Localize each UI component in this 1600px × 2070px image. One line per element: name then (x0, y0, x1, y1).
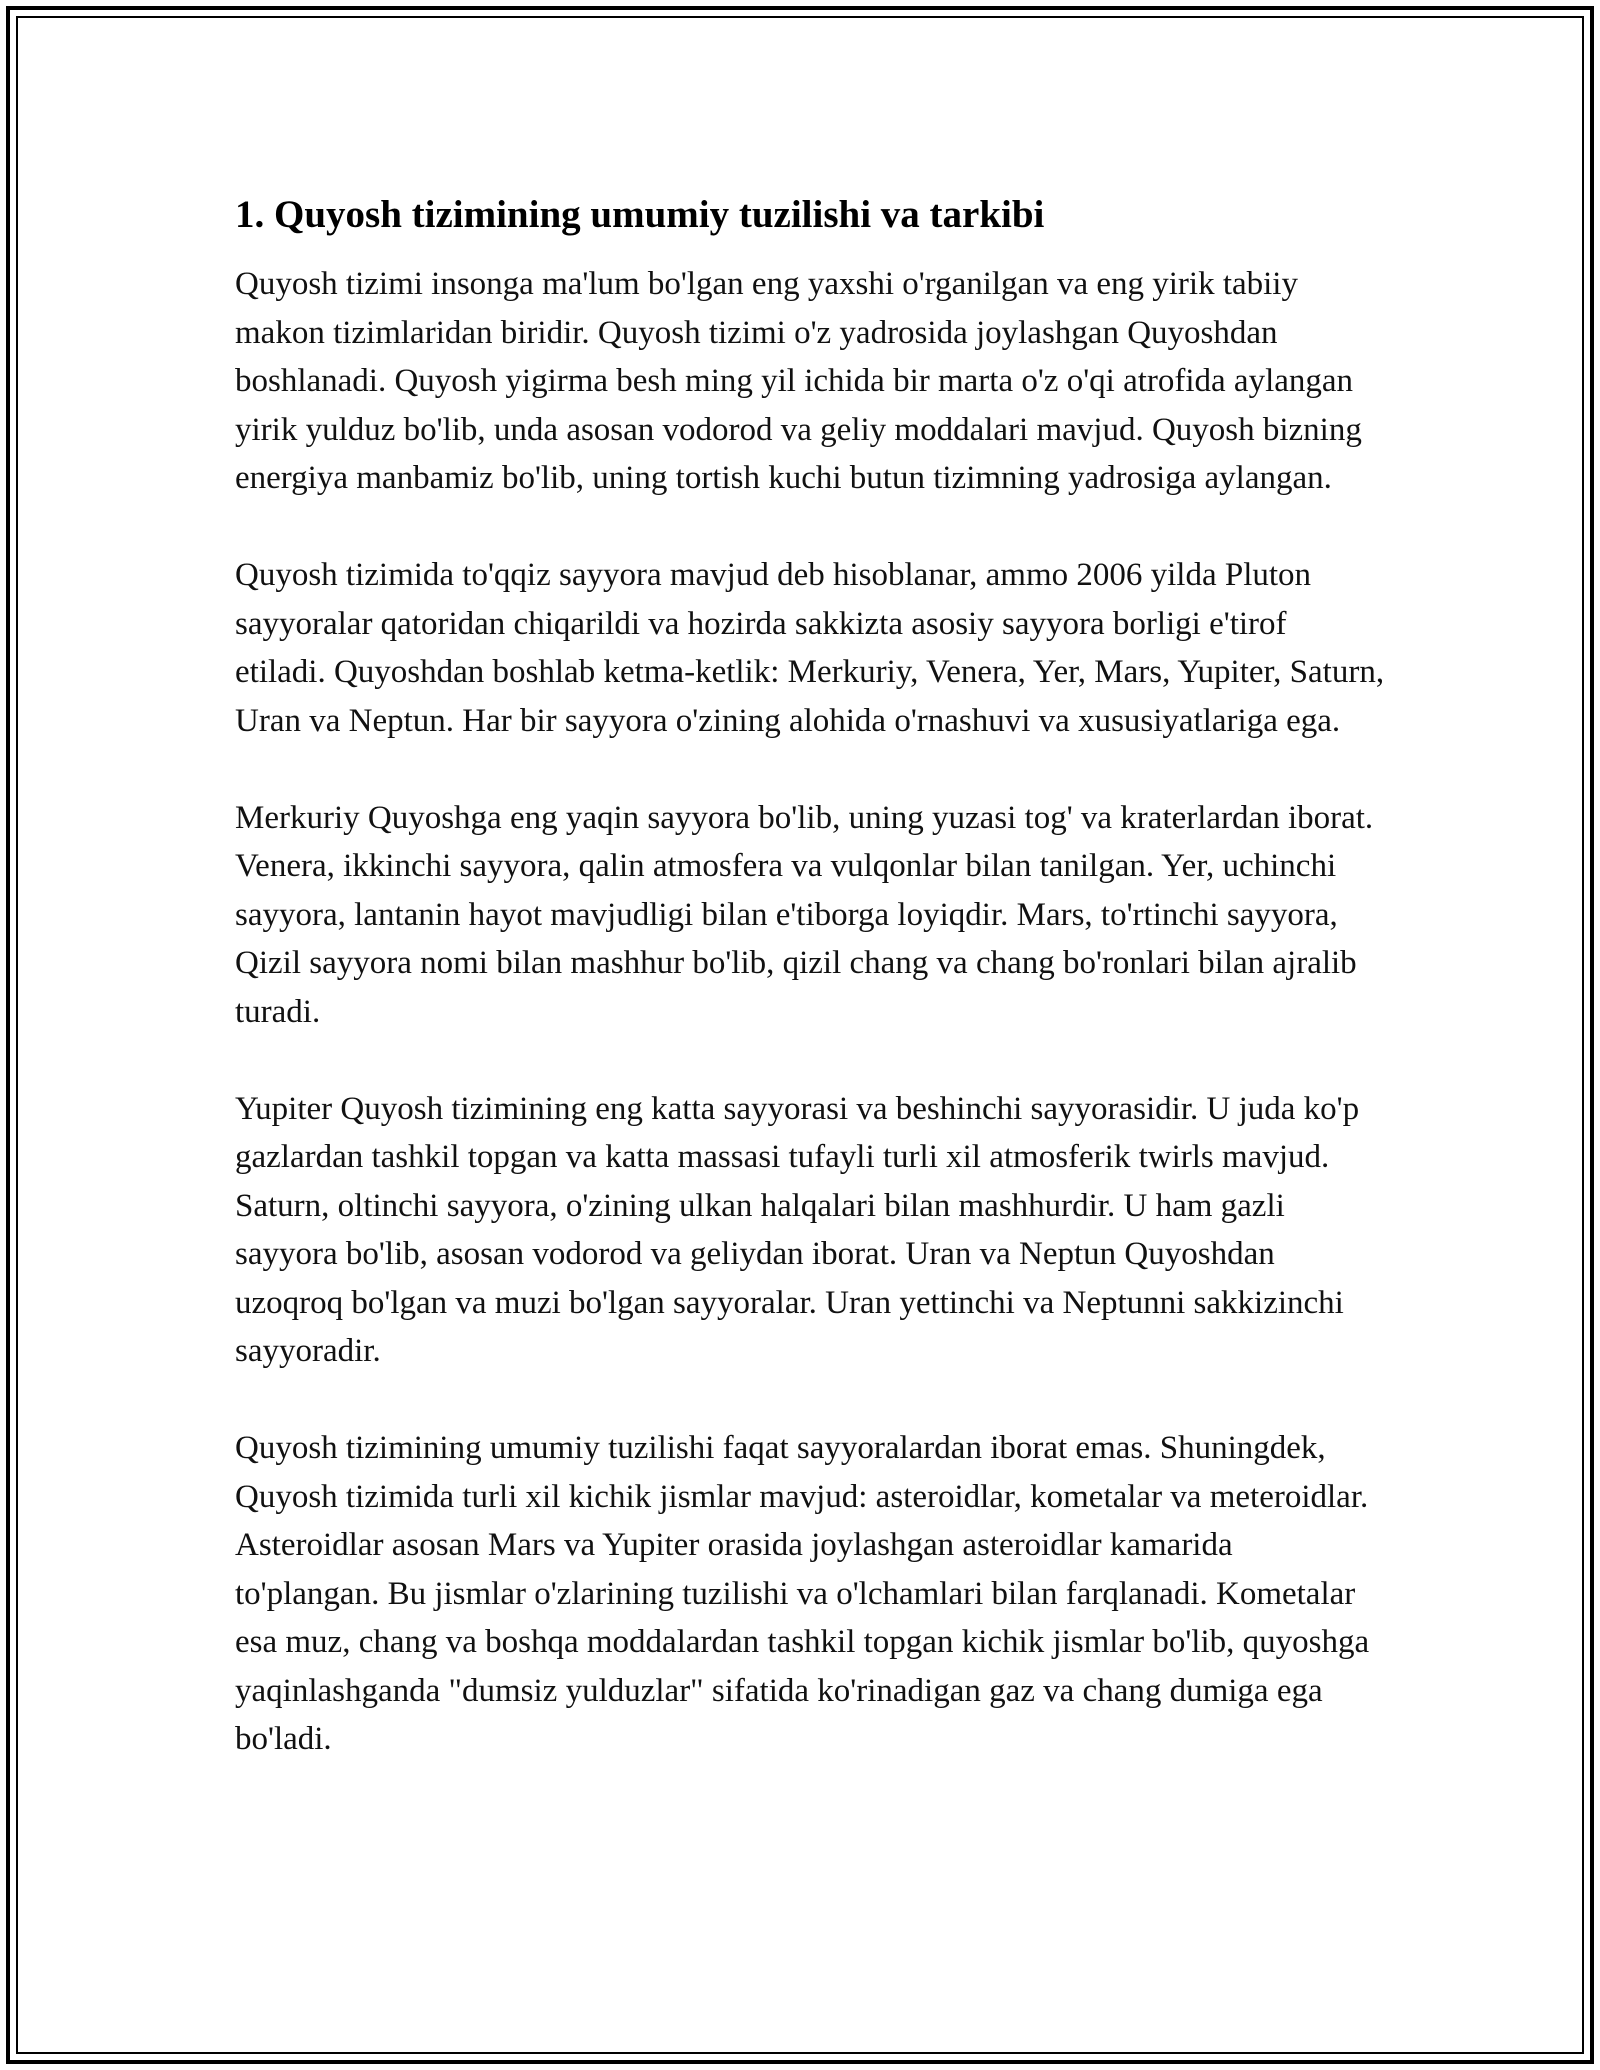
section-heading: 1. Quyosh tizimining umumiy tuzilishi va tarkibi (235, 193, 1045, 236)
paragraph-3: Merkuriy Quyoshga eng yaqin sayyora bo'lib, uning yuzasi tog' va kraterlardan iborat. Venera, ikkinchi sayyora, qalin atmosfera va vulqonlar bilan tanilgan. Yer, uchinchi sayyora, lantanin hayot mavjudligi bilan e'tiborga loyiqdir. Mars, to'rtinchi sayyora, Qizil sayyora nomi bilan mashhur bo'lib, qizil chang va chang bo'ronlari bilan ajralib turadi. (235, 799, 1374, 1030)
paragraph-2: Quyosh tizimida to'qqiz sayyora mavjud deb hisoblanar, ammo 2006 yilda Pluton sayyoralar qatoridan chiqarildi va hozirda sakkizta asosiy sayyora borligi e'tirof etiladi. Quyoshdan boshlab ketma-ketlik: Merkuriy, Venera, Yer, Mars, Yupiter, Saturn, Uran va Neptun. Har bir sayyora o'zining alohida o'rnashuvi va xususiyatlariga ega. (235, 557, 1385, 739)
paragraph-4: Yupiter Quyosh tizimining eng katta sayyorasi va beshinchi sayyorasidir. U juda ko'p gazlardan tashkil topgan va katta massasi tufayli turli xil atmosferik twirls mavjud. Saturn, oltinchi sayyora, o'zining ulkan halqalari bilan mashhurdir. U ham gazli sayyora bo'lib, asosan vodorod va geliydan iborat. Uran va Neptun Quyoshdan uzoqroq bo'lgan va muzi bo'lgan sayyoralar. Uran yettinchi va Neptunni sakkizinchi sayyoradir. (235, 1090, 1360, 1369)
document-body (235, 190, 1385, 1764)
paragraph-1: Quyosh tizimi insonga ma'lum bo'lgan eng yaxshi o'rganilgan va eng yirik tabiiy makon tizimlaridan biridir. Quyosh tizimi o'z yadrosida joylashgan Quyoshdan boshlanadi. Quyosh yigirma besh ming yil ichida bir marta o'z o'qi atrofida aylangan yirik yulduz bo'lib, unda asosan vodorod va geliy moddalari mavjud. Quyosh bizning energiya manbamiz bo'lib, uning tortish kuchi butun tizimning yadrosiga aylangan. (235, 266, 1362, 496)
paragraph-5: Quyosh tizimining umumiy tuzilishi faqat sayyoralardan iborat emas. Shuningdek, Quyosh tizimida turli xil kichik jismlar mavjud: asteroidlar, kometalar va meteroidlar. Asteroidlar asosan Mars va Yupiter orasida joylashgan asteroidlar kamarida to'plangan. Bu jismlar o'zlarining tuzilishi va o'lchamlari bilan farqlanadi. Kometalar esa muz, chang va boshqa moddalardan tashkil topgan kichik jismlar bo'lib, quyoshga yaqinlashganda "dumsiz yulduzlar" sifatida ko'rinadigan gaz va chang dumiga ega bo'ladi. (235, 1430, 1370, 1757)
